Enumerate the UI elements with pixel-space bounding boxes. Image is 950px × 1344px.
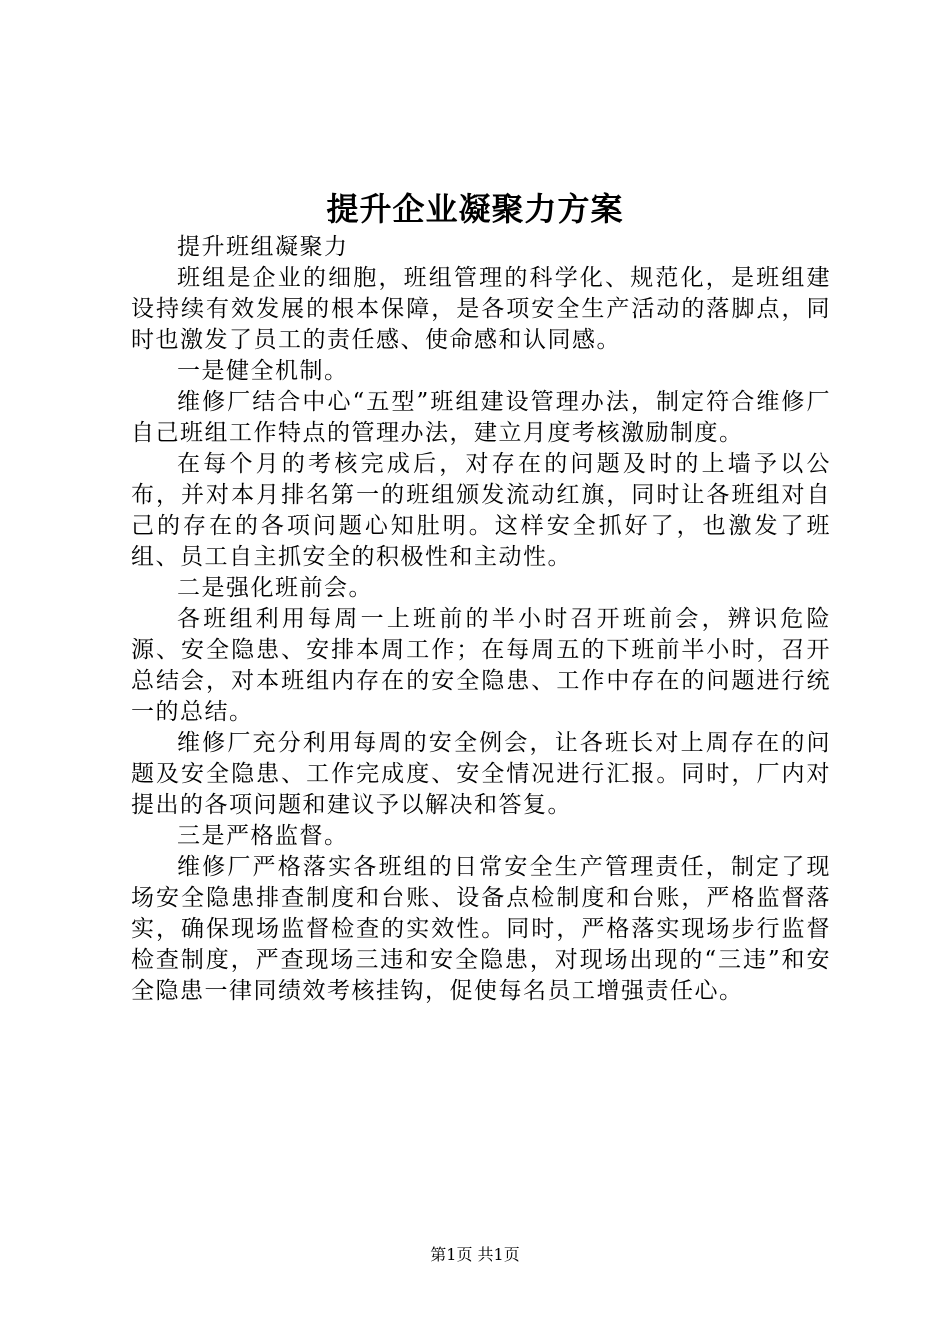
document-body [131, 232, 831, 1007]
paragraph: 维修厂严格落实各班组的日常安全生产管理责任，制定了现场安全隐患排查制度和台账、设备点检制度和台账，严格监督落实，确保现场监督检查的实效性。同时，严格落实现场步行监督检查制度，严查现场三违和安全隐患，对现场出现的“三违”和安全隐患一律同绩效考核挂钩，促使每名员工增强责任心。 [131, 854, 831, 1004]
paragraph: 各班组利用每周一上班前的半小时召开班前会，辨识危险源、安全隐患、安排本周工作；在每周五的下班前半小时，召开总结会，对本班组内存在的安全隐患、工作中存在的问题进行统一的总结。 [131, 606, 831, 725]
paragraph-subheading: 提升班组凝聚力 [177, 234, 349, 260]
paragraph: 在每个月的考核完成后，对存在的问题及时的上墙予以公布，并对本月排名第一的班组颁发流动红旗，同时让各班组对自己的存在的各项问题心知肚明。这样安全抓好了，也激发了班组、员工自主抓安全的积极性和主动性。 [131, 451, 831, 570]
paragraph: 维修厂充分利用每周的安全例会，让各班长对上周存在的问题及安全隐患、工作完成度、安全情况进行汇报。同时，厂内对提出的各项问题和建议予以解决和答复。 [131, 730, 831, 818]
paragraph-section-heading: 三是严格监督。 [177, 823, 349, 849]
page-number-footer: 第1页 共1页 [430, 1245, 520, 1264]
document-title: 提升企业凝聚力方案 [326, 190, 624, 228]
paragraph-section-heading: 二是强化班前会。 [177, 575, 373, 601]
paragraph: 班组是企业的细胞，班组管理的科学化、规范化，是班组建设持续有效发展的根本保障，是各项安全生产活动的落脚点，同时也激发了员工的责任感、使命感和认同感。 [131, 265, 831, 353]
paragraph-section-heading: 一是健全机制。 [177, 358, 349, 384]
paragraph: 维修厂结合中心“五型”班组建设管理办法，制定符合维修厂自己班组工作特点的管理办法，建立月度考核激励制度。 [131, 389, 831, 446]
